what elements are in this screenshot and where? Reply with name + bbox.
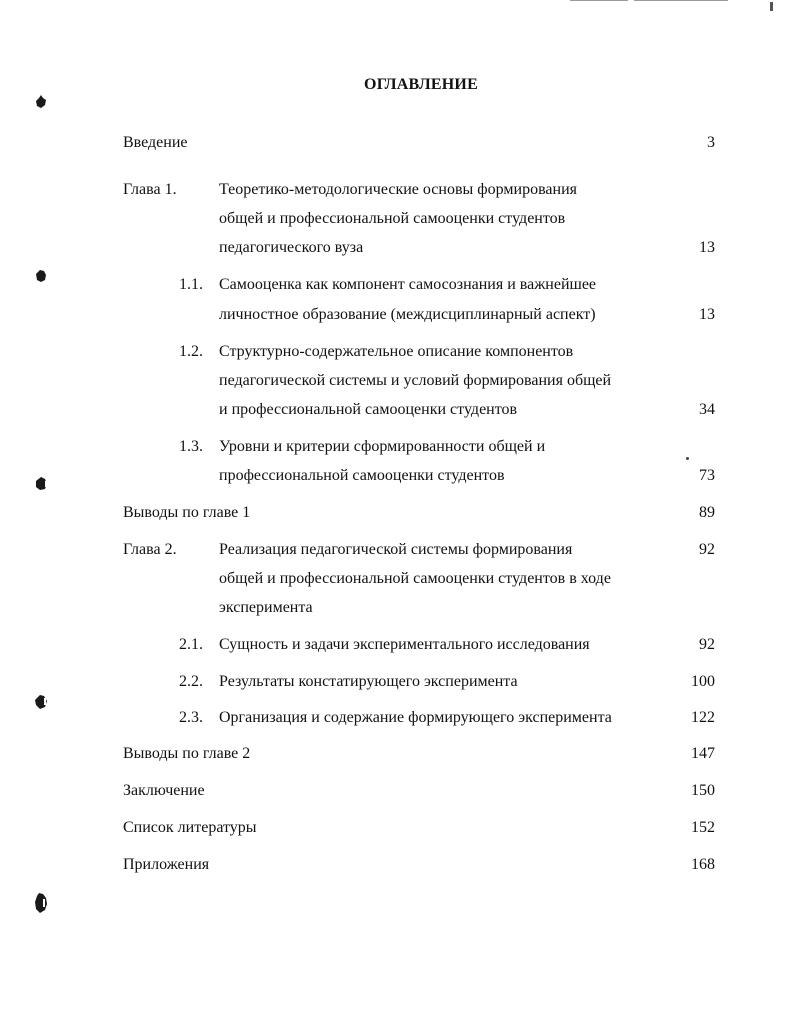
toc-section-1-3-line: профессиональной самооценки студентов xyxy=(219,467,505,484)
toc-chapter-2-line: общей и профессиональной самооценки студентов в ходе xyxy=(219,570,611,587)
toc-references-label: Список литературы xyxy=(123,819,257,836)
binder-hole-mark xyxy=(34,268,48,284)
scan-rule xyxy=(634,0,728,1)
toc-section-number: 2.1. xyxy=(179,636,203,653)
toc-section-1-1-page: 13 xyxy=(699,306,715,323)
toc-conclusion-page: 150 xyxy=(691,782,715,799)
toc-chapter-2-page: 92 xyxy=(699,541,715,558)
toc-section-1-3-line: Уровни и критерии сформированности общей и xyxy=(219,438,546,455)
toc-section-2-3-page: 122 xyxy=(691,709,715,726)
toc-chapter-2-line: эксперимента xyxy=(219,599,313,616)
scan-mark xyxy=(770,2,773,11)
toc-section-1-1-line: личностное образование (междисциплинарный аспект) xyxy=(219,306,596,323)
toc-section-number: 2.2. xyxy=(179,673,203,690)
toc-section-number: 2.3. xyxy=(179,709,203,726)
toc-chapter-1-page: 13 xyxy=(699,239,715,256)
binder-hole-mark xyxy=(34,94,48,110)
toc-section-1-2-line: Структурно-содержательное описание компонентов xyxy=(219,343,574,360)
toc-chapter-1-line: педагогического вуза xyxy=(219,239,364,256)
toc-chapter-1-line: общей и профессиональной самооценки студентов xyxy=(219,210,566,227)
toc-section-1-2-page: 34 xyxy=(699,401,715,418)
toc-appendix-page: 168 xyxy=(691,856,715,873)
toc-section-2-1-page: 92 xyxy=(699,636,715,653)
toc-entry-intro-label: Введение xyxy=(123,134,188,151)
scan-rule xyxy=(570,0,628,1)
toc-section-2-2-page: 100 xyxy=(691,673,715,690)
toc-chapter-1-line: Теоретико-методологические основы формирования xyxy=(219,181,577,198)
toc-chapter-2-conclusions-page: 147 xyxy=(691,745,715,762)
page-title: ОГЛАВЛЕНИЕ xyxy=(364,76,478,93)
binder-hole-mark xyxy=(34,476,48,492)
toc-chapter-1-label: Глава 1. xyxy=(123,181,177,198)
toc-section-1-2-line: педагогической системы и условий формирования общей xyxy=(219,372,612,389)
toc-chapter-2-conclusions-label: Выводы по главе 2 xyxy=(123,745,251,762)
toc-section-number: 1.3. xyxy=(179,438,203,455)
scan-speck xyxy=(686,457,689,460)
toc-references-page: 152 xyxy=(691,819,715,836)
toc-section-1-3-page: 73 xyxy=(699,467,715,484)
toc-chapter-1-conclusions-label: Выводы по главе 1 xyxy=(123,504,251,521)
toc-section-2-3-line: Организация и содержание формирующего эксперимента xyxy=(219,709,612,726)
toc-section-1-1-line: Самооценка как компонент самосознания и важнейшее xyxy=(219,276,597,293)
binder-hole-mark xyxy=(34,694,48,710)
toc-section-1-2-line: и профессиональной самооценки студентов xyxy=(219,401,518,418)
toc-chapter-2-line: Реализация педагогической системы формирования xyxy=(219,541,573,558)
toc-chapter-1-conclusions-page: 89 xyxy=(699,504,715,521)
toc-chapter-2-label: Глава 2. xyxy=(123,541,177,558)
toc-section-2-2-line: Результаты констатирующего эксперимента xyxy=(219,673,518,690)
toc-section-number: 1.1. xyxy=(179,276,203,293)
toc-conclusion-label: Заключение xyxy=(123,782,205,799)
toc-section-2-1-line: Сущность и задачи экспериментального исследования xyxy=(219,636,590,653)
toc-section-number: 1.2. xyxy=(179,343,203,360)
toc-entry-intro-page: 3 xyxy=(707,134,715,151)
binder-hole-mark xyxy=(34,892,48,914)
toc-appendix-label: Приложения xyxy=(123,856,210,873)
